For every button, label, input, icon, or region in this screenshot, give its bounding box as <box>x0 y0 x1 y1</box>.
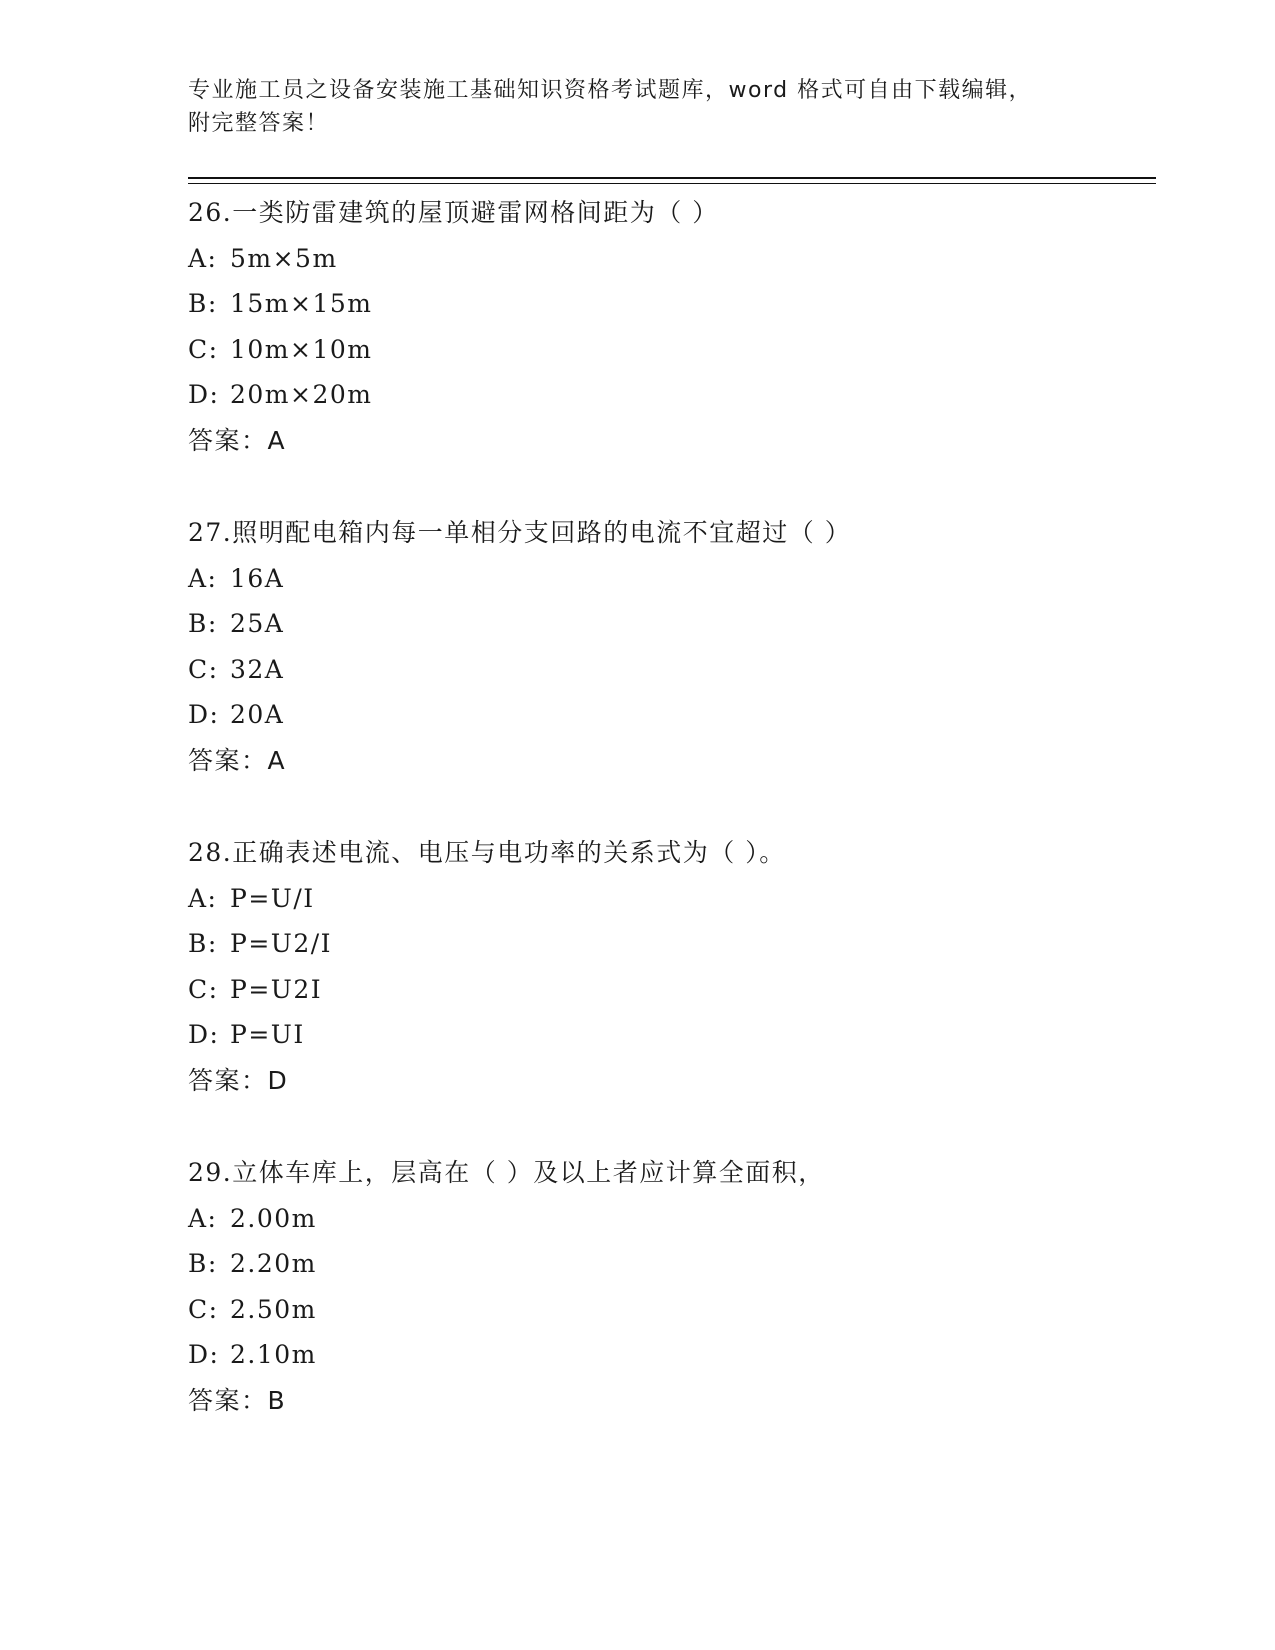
question-list <box>188 190 1148 1470</box>
option-key: D: <box>188 1020 220 1049</box>
option-text: 20m×20m <box>230 380 373 409</box>
option-key: D: <box>188 380 220 409</box>
option-key: C: <box>188 1294 219 1324</box>
option-a <box>188 1196 1148 1242</box>
option-b <box>188 921 1148 967</box>
option-b <box>188 1241 1148 1287</box>
question-stem: 26.一类防雷建筑的屋顶避雷网格间距为（ ） <box>188 198 719 227</box>
option-key: C: <box>188 974 219 1004</box>
option-key: B: <box>188 609 218 638</box>
option-key: C: <box>188 654 219 684</box>
option-text: P=U2/I <box>230 929 333 958</box>
option-text: 15m×15m <box>230 289 373 318</box>
option-d <box>188 692 1148 738</box>
option-c <box>188 647 1148 693</box>
answer-label: 答案：A <box>188 425 287 455</box>
option-key: A: <box>188 563 218 593</box>
option-key: B: <box>188 1249 218 1278</box>
option-text: P=U2I <box>230 974 323 1004</box>
question-28 <box>188 830 1148 1150</box>
question-26 <box>188 190 1148 510</box>
option-key: A: <box>188 243 218 273</box>
question-stem: 29.立体车库上，层高在（ ）及以上者应计算全面积， <box>188 1158 825 1187</box>
option-key: A: <box>188 883 218 913</box>
option-c <box>188 327 1148 373</box>
header-line-2: 附完整答案！ <box>188 111 330 136</box>
option-text: 2.20m <box>230 1249 317 1278</box>
option-a <box>188 556 1148 602</box>
header-line-1: 专业施工员之设备安装施工基础知识资格考试题库，word 格式可自由下载编辑， <box>188 78 1033 103</box>
option-text: 2.50m <box>230 1294 317 1324</box>
option-b <box>188 601 1148 647</box>
answer-label: 答案：D <box>188 1065 289 1095</box>
answer-label: 答案：A <box>188 745 287 775</box>
option-b <box>188 281 1148 327</box>
option-text: P=UI <box>230 1020 305 1049</box>
document-header <box>188 74 1088 140</box>
option-text: 10m×10m <box>230 334 373 364</box>
option-d <box>188 1332 1148 1378</box>
question-stem: 27.照明配电箱内每一单相分支回路的电流不宜超过（ ） <box>188 518 852 547</box>
option-key: B: <box>188 929 218 958</box>
header-divider-thin <box>188 183 1156 184</box>
header-divider-thick <box>188 177 1156 179</box>
option-text: 32A <box>230 654 285 684</box>
option-c <box>188 1287 1148 1333</box>
question-27 <box>188 510 1148 830</box>
option-key: A: <box>188 1203 218 1233</box>
option-d <box>188 372 1148 418</box>
option-text: P=U/I <box>230 883 315 913</box>
option-key: B: <box>188 289 218 318</box>
option-key: C: <box>188 334 219 364</box>
option-text: 2.00m <box>230 1203 317 1233</box>
question-stem: 28.正确表述电流、电压与电功率的关系式为（ ）。 <box>188 838 786 867</box>
option-text: 20A <box>230 700 285 729</box>
question-29 <box>188 1150 1148 1470</box>
option-text: 16A <box>230 563 285 593</box>
answer-label: 答案：B <box>188 1385 287 1415</box>
option-a <box>188 236 1148 282</box>
option-key: D: <box>188 1340 220 1369</box>
option-text: 2.10m <box>230 1340 317 1369</box>
option-a <box>188 876 1148 922</box>
option-text: 25A <box>230 609 285 638</box>
option-c <box>188 967 1148 1013</box>
option-text: 5m×5m <box>230 243 338 273</box>
option-key: D: <box>188 700 220 729</box>
option-d <box>188 1012 1148 1058</box>
